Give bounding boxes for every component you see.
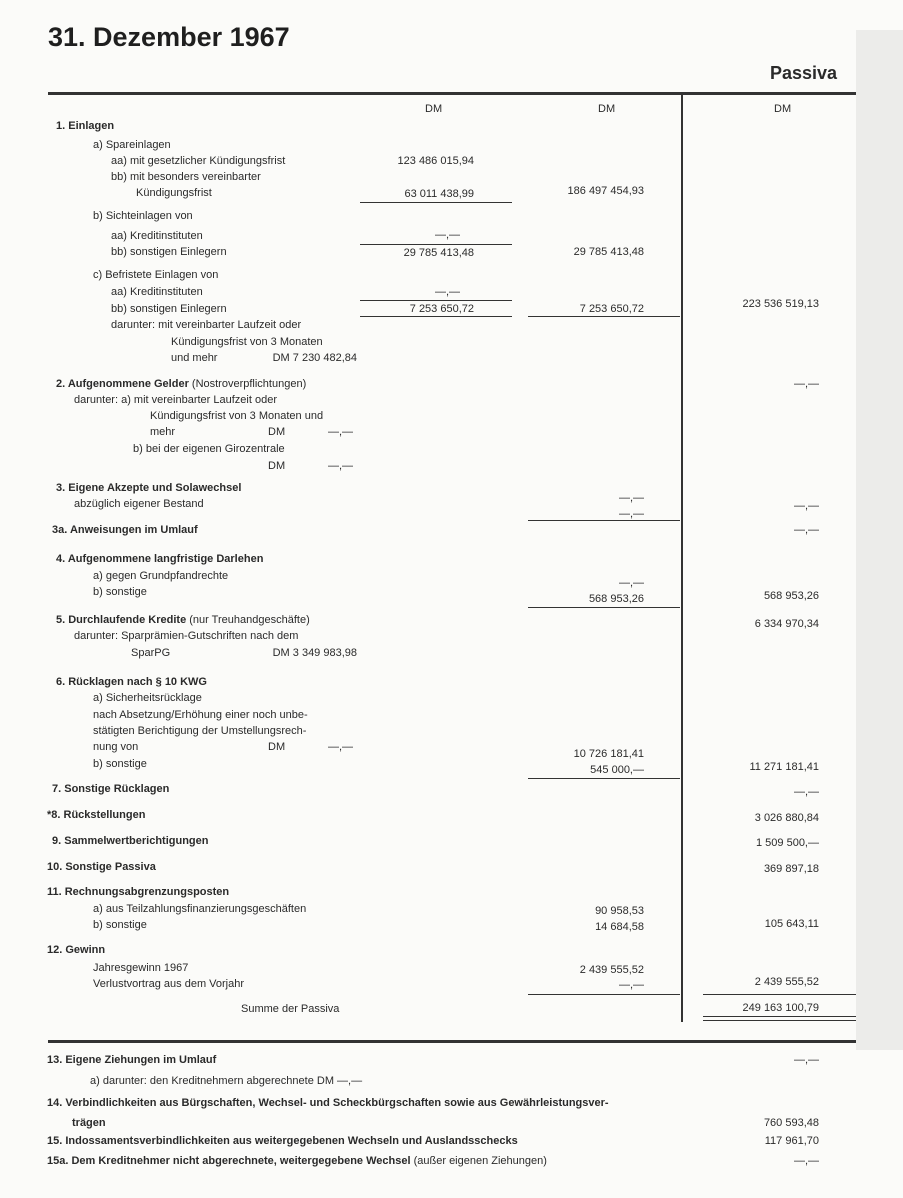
sec1-a: a) Spareinlagen bbox=[93, 139, 171, 151]
sec1-darunter-3: und mehr bbox=[171, 352, 218, 364]
sec11-a: a) aus Teilzahlungsfinanzierungsgeschäften bbox=[93, 903, 307, 915]
sec13-value: —,— bbox=[793, 1054, 819, 1066]
sec7-total: —,— bbox=[793, 786, 819, 798]
sec1-c-aa-value: —,— bbox=[434, 286, 460, 298]
sec11-a-value: 90 958,53 bbox=[595, 905, 644, 917]
sec11-total: 105 643,11 bbox=[764, 918, 819, 930]
sec2-line-5-dm: DM bbox=[268, 460, 286, 472]
sec14-line-1: 14. Verbindlichkeiten aus Bürgschaften, Wechsel- und Scheckbürgschaften sowie aus Gewährleistungsver- bbox=[47, 1097, 609, 1109]
sec1-a-bb1: bb) mit besonders vereinbarter bbox=[111, 171, 261, 183]
sec1-heading: 1. Einlagen bbox=[56, 120, 115, 132]
sec12-line-1: Jahresgewinn 1967 bbox=[93, 962, 189, 974]
sec15-value: 117 961,70 bbox=[764, 1135, 819, 1147]
sec1-darunter-3-value: DM 7 230 482,84 bbox=[272, 352, 357, 364]
sec4-total: 568 953,26 bbox=[763, 590, 819, 602]
sec4-a-value: —,— bbox=[618, 577, 644, 589]
sec10-heading: 10. Sonstige Passiva bbox=[47, 861, 156, 873]
sec2-heading-bold: 2. Aufgenommene Gelder bbox=[56, 378, 189, 390]
sec4-b-value: 568 953,26 bbox=[588, 593, 644, 605]
sec12-rule bbox=[528, 994, 680, 995]
col-header-1: DM bbox=[425, 103, 443, 115]
sec4-b: b) sonstige bbox=[93, 586, 147, 598]
sec5-heading-rest: (nur Treuhandgeschäfte) bbox=[189, 614, 310, 626]
sec1-c-bb: bb) sonstigen Einlegern bbox=[111, 303, 227, 315]
sec1-c: c) Befristete Einlagen von bbox=[93, 269, 219, 281]
sec3-heading: 3. Eigene Akzepte und Solawechsel bbox=[56, 482, 242, 494]
sec11-b: b) sonstige bbox=[93, 919, 147, 931]
sec1-b-aa-value: —,— bbox=[434, 229, 460, 241]
sec6-line-4: nung von bbox=[93, 741, 139, 753]
sec12-line-2-value: —,— bbox=[618, 979, 644, 991]
sec1-c-bb-value: 7 253 650,72 bbox=[409, 303, 474, 315]
sec6-a: a) Sicherheitsrücklage bbox=[93, 692, 202, 704]
sec15a-heading bbox=[47, 1155, 547, 1168]
sec11-heading: 11. Rechnungsabgrenzungsposten bbox=[47, 886, 230, 898]
col-header-3: DM bbox=[774, 103, 792, 115]
sec10-total: 369 897,18 bbox=[763, 863, 819, 875]
sec6-b: b) sonstige bbox=[93, 758, 147, 770]
sec2-heading-rest: (Nostroverpflichtungen) bbox=[191, 378, 307, 390]
sec5-line-1: darunter: Sparprämien-Gutschriften nach dem bbox=[74, 630, 299, 642]
column-divider bbox=[681, 95, 683, 1022]
sec1-b-bb: bb) sonstigen Einlegern bbox=[111, 246, 227, 258]
sec6-total: 11 271 181,41 bbox=[749, 761, 819, 773]
summe-label: Summe der Passiva bbox=[241, 1003, 340, 1015]
sec11-b-value: 14 684,58 bbox=[595, 921, 644, 933]
summe-double-rule-1 bbox=[703, 1016, 856, 1017]
summe-double-rule-2 bbox=[703, 1020, 856, 1021]
sec12-total-rule bbox=[703, 994, 856, 995]
sec1-c-aa: aa) Kreditinstituten bbox=[111, 286, 203, 298]
sec2-total: —,— bbox=[793, 378, 819, 390]
sec7-heading: 7. Sonstige Rücklagen bbox=[52, 783, 170, 795]
sec13-heading: 13. Eigene Ziehungen im Umlauf bbox=[47, 1054, 217, 1066]
sec12-heading: 12. Gewinn bbox=[47, 944, 106, 956]
sec1-grand-total: 223 536 519,13 bbox=[742, 298, 819, 310]
sec1-a-bb2: Kündigungsfrist bbox=[136, 187, 212, 199]
sec8-total: 3 026 880,84 bbox=[754, 812, 819, 824]
sec6-a-value: 10 726 181,41 bbox=[573, 748, 644, 760]
sec15a-heading-bold: 15a. Dem Kreditnehmer nicht abgerechnete, weitergegebene Wechsel bbox=[47, 1155, 411, 1167]
sec1-a-rule bbox=[360, 202, 512, 203]
page-edge-shadow bbox=[856, 30, 903, 1050]
sec1-a-total: 186 497 454,93 bbox=[567, 185, 644, 197]
sec14-value: 760 593,48 bbox=[763, 1117, 819, 1129]
sec3-value-2: —,— bbox=[618, 508, 644, 520]
sec6-line-4-value: —,— bbox=[328, 741, 354, 753]
col-header-2: DM bbox=[598, 103, 616, 115]
sec6-line-4-dm: DM bbox=[268, 741, 286, 753]
sec6-b-value: 545 000,— bbox=[590, 764, 644, 776]
sec3a-heading: 3a. Anweisungen im Umlauf bbox=[52, 524, 198, 536]
sec2-line-3-dm: DM bbox=[268, 426, 286, 438]
sec15a-heading-rest: (außer eigenen Ziehungen) bbox=[413, 1155, 547, 1167]
sec3-line-1: abzüglich eigener Bestand bbox=[74, 498, 204, 510]
sec9-total: 1 509 500,— bbox=[756, 837, 819, 849]
sec5-heading-bold: 5. Durchlaufende Kredite bbox=[56, 614, 187, 626]
sec12-line-1-value: 2 439 555,52 bbox=[579, 964, 644, 976]
summe-value: 249 163 100,79 bbox=[742, 1002, 819, 1014]
sec6-line-2: nach Absetzung/Erhöhung einer noch unbe- bbox=[93, 709, 308, 721]
sec4-a: a) gegen Grundpfandrechte bbox=[93, 570, 229, 582]
sec1-a-aa: aa) mit gesetzlicher Kündigungsfrist bbox=[111, 155, 286, 167]
sec3-total: —,— bbox=[793, 500, 819, 512]
sec1-darunter-1: darunter: mit vereinbarter Laufzeit oder bbox=[111, 319, 302, 331]
sec15-heading: 15. Indossamentsverbindlichkeiten aus weitergegebenen Wechseln und Auslandsschecks bbox=[47, 1135, 518, 1147]
sec1-c-total-rule bbox=[528, 316, 680, 317]
section-title: Passiva bbox=[769, 63, 837, 83]
sec8-heading: *8. Rückstellungen bbox=[47, 809, 146, 821]
sec3-rule bbox=[528, 520, 680, 521]
sec13-a: a) darunter: den Kreditnehmern abgerechnete DM —,— bbox=[90, 1075, 363, 1087]
page-title: 31. Dezember 1967 bbox=[48, 22, 290, 52]
sec1-b: b) Sichteinlagen von bbox=[93, 210, 193, 222]
sec5-heading bbox=[56, 614, 310, 627]
sec1-b-bb-value: 29 785 413,48 bbox=[403, 247, 474, 259]
sec2-line-2: Kündigungsfrist von 3 Monaten und bbox=[150, 410, 324, 422]
sec12-line-2: Verlustvortrag aus dem Vorjahr bbox=[93, 978, 245, 990]
sec6-line-3: stätigten Berichtigung der Umstellungsrech- bbox=[93, 725, 307, 737]
sec2-line-4: b) bei der eigenen Girozentrale bbox=[133, 443, 285, 455]
sec2-line-3: mehr bbox=[150, 426, 176, 438]
sec4-rule bbox=[528, 607, 680, 608]
sec6-heading: 6. Rücklagen nach § 10 KWG bbox=[56, 676, 207, 688]
sec15a-value: —,— bbox=[793, 1155, 819, 1167]
sec12-total: 2 439 555,52 bbox=[754, 976, 819, 988]
sec5-line-2-value: DM 3 349 983,98 bbox=[272, 647, 357, 659]
sec6-rule bbox=[528, 778, 680, 779]
sec2-line-1: darunter: a) mit vereinbarter Laufzeit oder bbox=[74, 394, 277, 406]
sec1-a-bb-value: 63 011 438,99 bbox=[404, 188, 474, 200]
sec2-line-5-value: —,— bbox=[328, 460, 354, 472]
sec1-c-rule bbox=[360, 300, 512, 301]
sec1-darunter-2: Kündigungsfrist von 3 Monaten bbox=[171, 336, 323, 348]
sec14-line-2: trägen bbox=[72, 1117, 106, 1129]
footer-rule bbox=[48, 1040, 856, 1043]
sec1-c-rule2 bbox=[360, 316, 512, 317]
sec1-a-aa-value: 123 486 015,94 bbox=[397, 155, 474, 167]
sec1-b-rule bbox=[360, 244, 512, 245]
sec2-line-3-value: —,— bbox=[328, 426, 354, 438]
sec1-c-total: 7 253 650,72 bbox=[579, 303, 644, 315]
sec5-line-2: SparPG bbox=[131, 647, 171, 659]
sec3a-total: —,— bbox=[793, 524, 819, 536]
sec1-b-total: 29 785 413,48 bbox=[573, 246, 644, 258]
sec4-heading: 4. Aufgenommene langfristige Darlehen bbox=[56, 553, 264, 565]
sec3-value-1: —,— bbox=[618, 492, 644, 504]
sec2-heading bbox=[56, 378, 306, 391]
sec9-heading: 9. Sammelwertberichtigungen bbox=[52, 835, 209, 847]
top-rule bbox=[48, 92, 856, 95]
sec1-b-aa: aa) Kreditinstituten bbox=[111, 230, 203, 242]
sec5-total: 6 334 970,34 bbox=[754, 618, 819, 630]
